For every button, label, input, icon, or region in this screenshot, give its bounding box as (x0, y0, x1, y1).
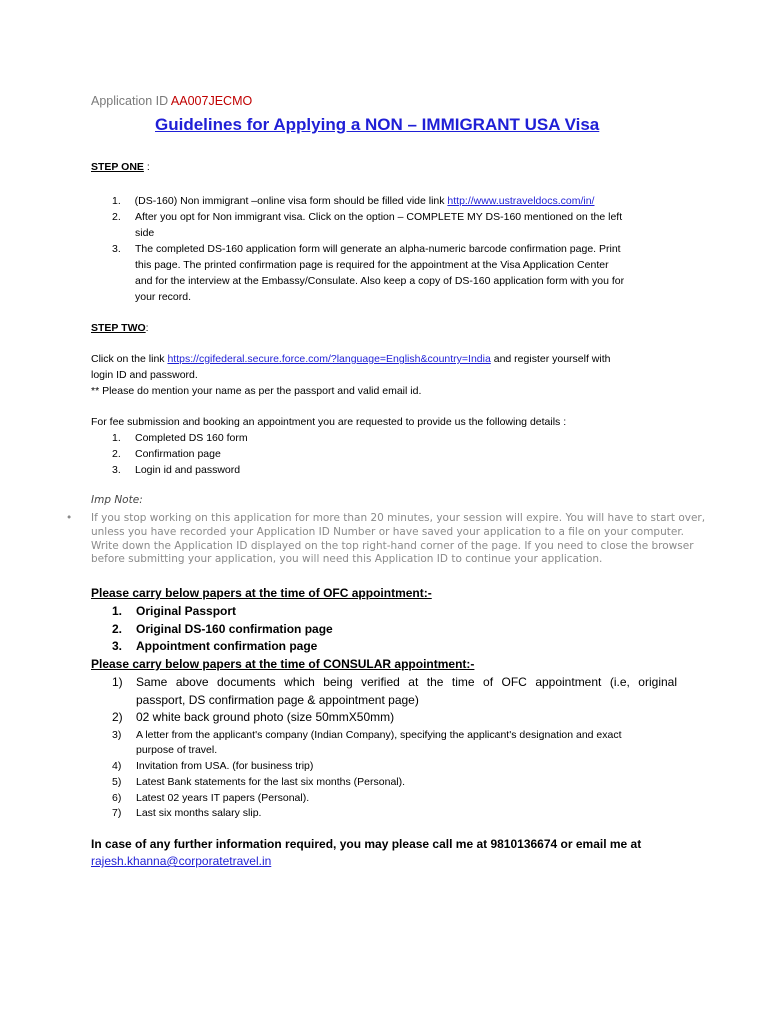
item-number: 2. (112, 211, 121, 223)
item-number: 2. (112, 622, 123, 636)
page-title[interactable]: Guidelines for Applying a NON – IMMIGRANT USA Visa (155, 115, 600, 134)
application-id-label: Application ID (91, 94, 169, 108)
item-text: Completed DS 160 form (135, 432, 248, 444)
imp-note-colon: : (139, 494, 143, 506)
list-item (112, 446, 121, 462)
item-text: A letter from the applicant's company (Indian Company), specifying the applicant's designation and exact (136, 729, 622, 741)
contact-text: In case of any further information required, you may please call me at 9810136674 or email me at (91, 837, 642, 851)
item-text: this page. The printed confirmation page is required for the appointment at the Visa Application Center (135, 259, 609, 271)
bullet-icon: • (66, 512, 73, 524)
imp-note-line: If you stop working on this application for more than 20 minutes, your session will expire. You will have to start over, (91, 512, 706, 524)
item-text: Original DS-160 confirmation page (136, 622, 333, 636)
ustraveldocs-link[interactable]: http://www.ustraveldocs.com/in/ (447, 195, 595, 207)
step-two-link-line (91, 351, 610, 367)
item-text: Original Passport (136, 604, 237, 618)
item-number: 1. (112, 195, 121, 207)
item-text: Latest 02 years IT papers (Personal). (136, 792, 310, 804)
item-text: Invitation from USA. (for business trip) (136, 760, 314, 772)
list-item (112, 209, 121, 225)
item-number: 1. (112, 432, 121, 444)
item-text: and for the interview at the Embassy/Consulate. Also keep a copy of DS-160 application form with you for (135, 275, 625, 287)
step-one-heading (91, 159, 150, 175)
imp-note-line: before submitting your application, you will need this Application ID to continue your application. (91, 553, 603, 565)
item-text: your record. (135, 291, 192, 303)
item-number: 3. (112, 639, 123, 653)
ofc-heading: Please carry below papers at the time of OFC appointment:- (91, 586, 432, 600)
click-prefix: Click on the link (91, 353, 168, 365)
item-number: 2. (112, 448, 121, 460)
item-text: Latest Bank statements for the last six months (Personal). (136, 776, 406, 788)
step-two-heading (91, 320, 149, 336)
fee-intro: For fee submission and booking an appointment you are requested to provide us the following details : (91, 416, 567, 428)
item-text: 02 white back ground photo (size 50mmX50mm) (136, 710, 395, 724)
imp-note-text: Imp Note (91, 494, 140, 506)
item-text: purpose of travel. (136, 744, 218, 756)
list-item (112, 462, 121, 478)
imp-note-line: unless you have recorded your Application ID Number or have saved your application to a file on your computer. (91, 526, 685, 538)
step-one-suffix: : (143, 161, 150, 173)
item-number: 3. (112, 243, 121, 255)
item-number: 1. (112, 604, 123, 618)
step-one-label: STEP ONE (91, 161, 144, 173)
step-two-line2: login ID and password. (91, 369, 198, 381)
step-two-suffix: : (145, 322, 149, 334)
item-text: side (135, 227, 155, 239)
item-text: (DS-160) Non immigrant –online visa form should be filled vide link (134, 195, 448, 207)
item-number: 7) (112, 807, 122, 819)
item-number: 5) (112, 776, 122, 788)
click-suffix: and register yourself with (490, 353, 611, 365)
application-id-value: AA007JECMO (170, 94, 253, 108)
item-text: Login id and password (135, 464, 241, 476)
step-two-label: STEP TWO (91, 322, 146, 334)
list-item (112, 193, 594, 209)
imp-note-label (91, 494, 143, 506)
imp-note-line: Write down the Application ID displayed on the top right-hand corner of the page. If you need to close the browser (91, 540, 694, 552)
item-number: 4) (112, 760, 122, 772)
cgifederal-link[interactable]: https://cgifederal.secure.force.com/?language=English&country=India (167, 353, 491, 365)
item-text: passport, DS confirmation page & appointment page) (136, 693, 419, 707)
list-item (112, 241, 121, 257)
item-text: Confirmation page (135, 448, 221, 460)
list-item (112, 430, 121, 446)
item-number: 2) (112, 710, 123, 724)
application-id-line (91, 94, 252, 108)
item-number: 1) (112, 675, 123, 689)
step-two-note: ** Please do mention your name as per the passport and valid email id. (91, 385, 422, 397)
item-number: 3) (112, 729, 122, 741)
item-number: 3. (112, 464, 121, 476)
item-text: After you opt for Non immigrant visa. Click on the option – COMPLETE MY DS-160 mentioned on the left (135, 211, 623, 223)
consular-heading: Please carry below papers at the time of CONSULAR appointment:- (91, 657, 475, 671)
item-number: 6) (112, 792, 122, 804)
item-text: Same above documents which being verified at the time of OFC appointment (i.e, original (136, 675, 677, 689)
item-text: Last six months salary slip. (136, 807, 262, 819)
item-text: The completed DS-160 application form will generate an alpha-numeric barcode confirmation page. Print (135, 243, 621, 255)
email-link[interactable]: rajesh.khanna@corporatetravel.in (91, 854, 272, 868)
item-text: Appointment confirmation page (136, 639, 318, 653)
